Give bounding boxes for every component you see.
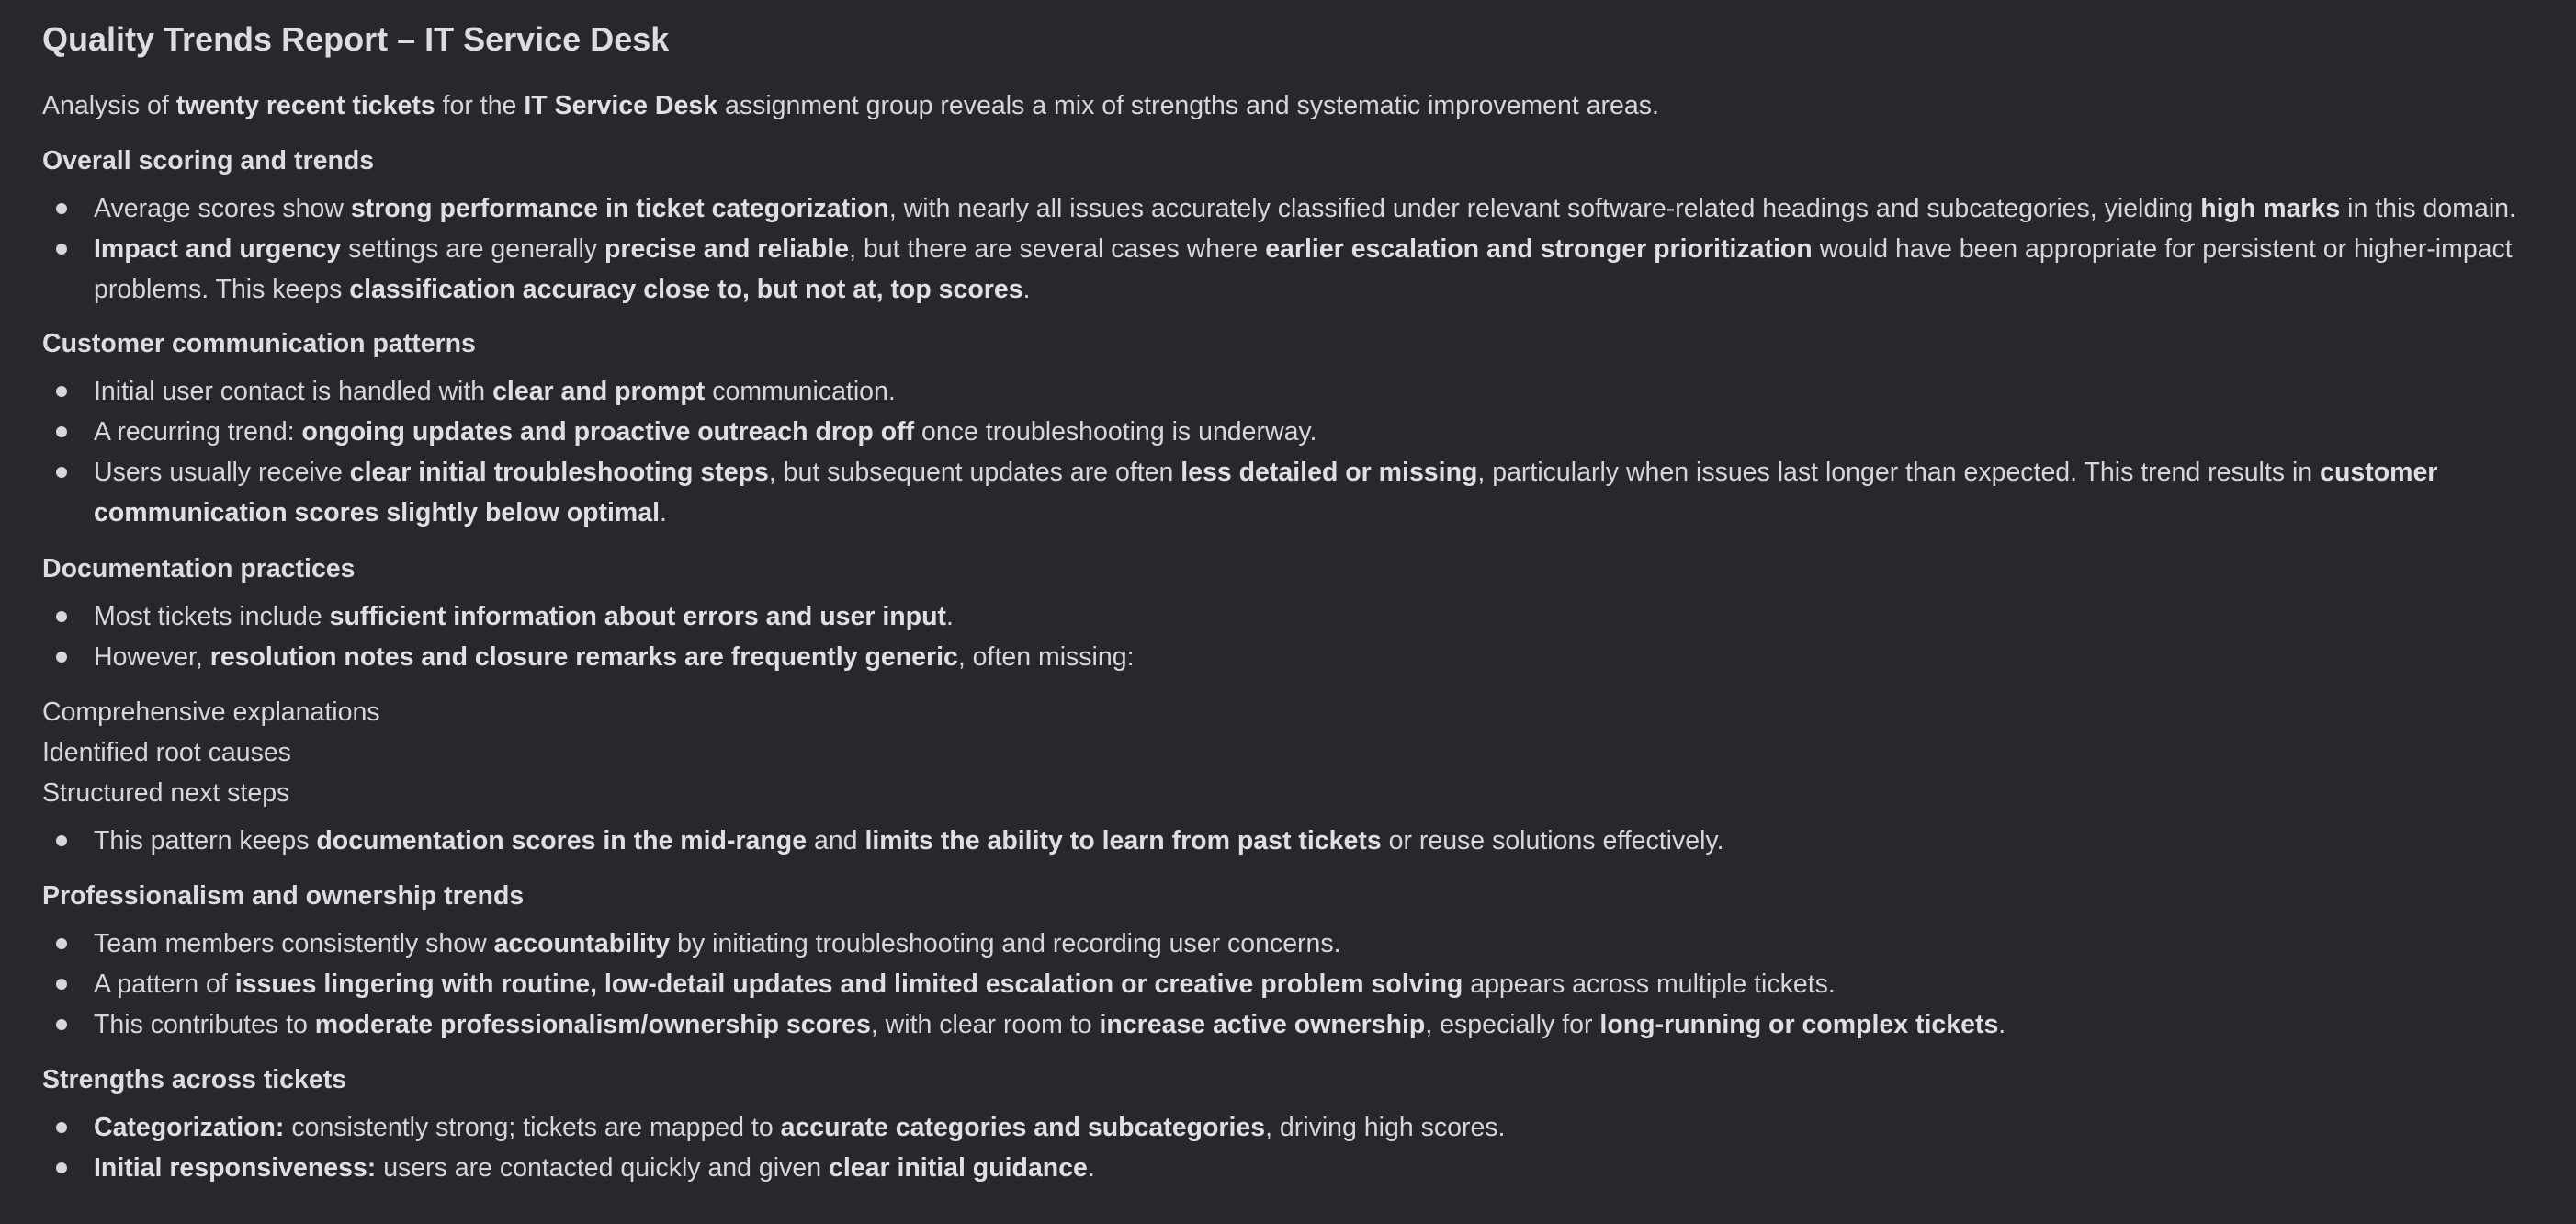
text-span: consistently strong; tickets are mapped to: [284, 1113, 781, 1142]
text-span: would have been appropriate for persistent or higher-impact: [1812, 234, 2513, 264]
bold-text: long-running or complex tickets: [1599, 1010, 1999, 1039]
text-span: A pattern of: [94, 969, 235, 999]
bullet-item: [94, 371, 896, 412]
bold-text: documentation scores in the mid-range: [316, 826, 808, 856]
bullet-item: [94, 1148, 1095, 1188]
sub-list-item: [42, 732, 291, 773]
text-span: Customer communication patterns: [42, 329, 476, 358]
text-span: Users usually receive: [94, 458, 350, 487]
bullet-dot-icon: [56, 611, 67, 622]
bullet-dot-icon: [56, 426, 67, 437]
bold-text: clear initial guidance: [828, 1153, 1088, 1183]
text-span: However,: [94, 642, 210, 672]
text-span: , driving high scores.: [1265, 1113, 1506, 1142]
text-span: , with clear room to: [870, 1010, 1100, 1039]
text-span: appears across multiple tickets.: [1463, 969, 1836, 999]
bullet-item: [94, 821, 1723, 861]
text-span: , but there are several cases where: [849, 234, 1266, 264]
bold-text: high marks: [2200, 194, 2341, 223]
bullet-dot-icon: [56, 1122, 67, 1133]
bullet-dot-icon: [56, 386, 67, 397]
section-heading: [42, 141, 374, 181]
bold-text: moderate professionalism/ownership scores: [314, 1010, 871, 1039]
text-span: .: [1022, 275, 1031, 304]
bold-text: accountability: [493, 929, 671, 958]
bullet-dot-icon: [56, 1162, 67, 1173]
text-span: .: [946, 602, 954, 631]
bullet-item: [94, 1004, 2005, 1045]
bold-text: communication scores slightly below optimal: [94, 498, 661, 527]
bold-text: Impact and urgency: [94, 234, 342, 264]
bullet-dot-icon: [56, 203, 67, 214]
sub-list-item: [42, 773, 289, 813]
text-span: , but subsequent updates are often: [768, 458, 1181, 487]
text-span: in this domain.: [2340, 194, 2516, 223]
bullet-item: [94, 452, 2437, 493]
text-span: problems. This keeps: [94, 275, 350, 304]
intro-paragraph: [42, 85, 1659, 126]
text-span: Most tickets include: [94, 602, 330, 631]
bold-text: sufficient information about errors and user input: [329, 602, 946, 631]
bold-text: clear initial troubleshooting steps: [349, 458, 769, 487]
text-span: This contributes to: [94, 1010, 315, 1039]
bullet-item: [94, 229, 2513, 269]
bold-text: less detailed or missing: [1181, 458, 1478, 487]
bullet-dot-icon: [56, 244, 67, 255]
section-heading: [42, 1060, 346, 1100]
bullet-item: [94, 596, 954, 637]
text-span: , especially for: [1425, 1010, 1600, 1039]
bold-text: ongoing updates and proactive outreach drop off: [301, 417, 915, 447]
bullet-continuation: [94, 493, 667, 533]
bold-text: earlier escalation and stronger prioritization: [1265, 234, 1813, 264]
text-span: users are contacted quickly and given: [376, 1153, 829, 1183]
text-span: Professionalism and ownership trends: [42, 881, 525, 911]
text-span: .: [1087, 1153, 1095, 1183]
bold-text: Categorization:: [94, 1113, 285, 1142]
bold-text: Initial responsiveness:: [94, 1153, 377, 1183]
bold-text: precise and reliable: [604, 234, 850, 264]
text-span: , often missing:: [957, 642, 1135, 672]
text-span: Documentation practices: [42, 554, 356, 584]
bullet-dot-icon: [56, 835, 67, 846]
bold-text: customer: [2320, 458, 2438, 487]
bold-text: strong performance in ticket categorization: [350, 194, 889, 223]
bullet-item: [94, 412, 1316, 452]
text-span: Initial user contact is handled with: [94, 377, 493, 406]
section-heading: [42, 549, 356, 589]
bold-text: IT Service Desk: [524, 91, 718, 120]
bullet-dot-icon: [56, 467, 67, 478]
text-span: or reuse solutions effectively.: [1381, 826, 1724, 856]
text-span: Overall scoring and trends: [42, 146, 375, 176]
bold-text: increase active ownership: [1099, 1010, 1426, 1039]
text-span: for the: [435, 91, 525, 120]
text-span: .: [660, 498, 667, 527]
text-span: communication.: [705, 377, 896, 406]
bullet-dot-icon: [56, 652, 67, 663]
bullet-item: [94, 188, 2516, 229]
text-span: This pattern keeps: [94, 826, 317, 856]
bullet-continuation: [94, 269, 1031, 310]
bold-text: twenty recent tickets: [175, 91, 435, 120]
bold-text: clear and prompt: [492, 377, 706, 406]
text-span: Team members consistently show: [94, 929, 494, 958]
text-span: settings are generally: [341, 234, 604, 264]
bold-text: accurate categories and subcategories: [780, 1113, 1266, 1142]
bold-text: resolution notes and closure remarks are frequently generic: [209, 642, 958, 672]
bullet-dot-icon: [56, 1019, 67, 1030]
bold-text: limits the ability to learn from past tickets: [864, 826, 1382, 856]
text-span: by initiating troubleshooting and recording user concerns.: [670, 929, 1341, 958]
text-span: Strengths across tickets: [42, 1065, 347, 1094]
text-span: Average scores show: [94, 194, 351, 223]
text-span: Identified root causes: [42, 738, 291, 767]
sub-list-item: [42, 692, 380, 732]
text-span: Structured next steps: [42, 778, 290, 808]
bold-text: issues lingering with routine, low-detail updates and limited escalation or creative problem solving: [234, 969, 1463, 999]
section-heading: [42, 876, 524, 916]
bullet-dot-icon: [56, 979, 67, 990]
bullet-item: [94, 637, 1135, 677]
text-span: once troubleshooting is underway.: [914, 417, 1317, 447]
text-span: .: [1998, 1010, 2006, 1039]
text-span: Comprehensive explanations: [42, 697, 380, 727]
page-title: Quality Trends Report – IT Service Desk: [42, 20, 670, 58]
text-span: Analysis of: [42, 91, 176, 120]
bullet-item: [94, 1107, 1505, 1148]
text-span: , with nearly all issues accurately classified under relevant software-related headings and subcategories, yielding: [888, 194, 2201, 223]
bold-text: classification accuracy close to, but not at, top scores: [349, 275, 1023, 304]
text-span: and: [807, 826, 865, 856]
bullet-item: [94, 924, 1341, 964]
bullet-item: [94, 964, 1836, 1004]
text-span: A recurring trend:: [94, 417, 302, 447]
section-heading: [42, 323, 476, 364]
text-span: , particularly when issues last longer than expected. This trend results in: [1477, 458, 2321, 487]
text-span: assignment group reveals a mix of strengths and systematic improvement areas.: [717, 91, 1659, 120]
bullet-dot-icon: [56, 938, 67, 949]
